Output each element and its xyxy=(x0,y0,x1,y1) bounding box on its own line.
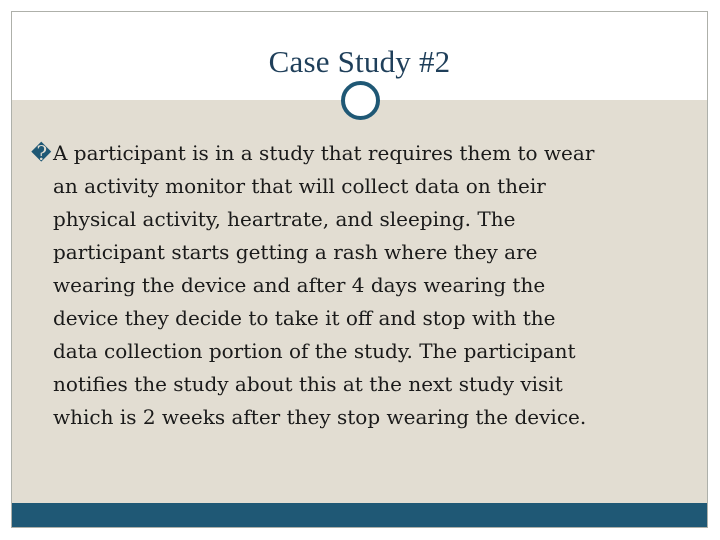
bullet-line-4: participant starts getting a rash where they are xyxy=(53,240,538,264)
page-title: Case Study #2 xyxy=(268,44,451,79)
bullet-line-5: wearing the device and after 4 days wearing the xyxy=(53,273,546,297)
bullet-line-7: data collection portion of the study. The participant xyxy=(53,339,576,363)
bullet-line-6: device they decide to take it off and stop with the xyxy=(53,306,556,330)
bullet-paragraph xyxy=(31,137,701,434)
bullet-line-8: notifies the study about this at the next study visit xyxy=(53,372,563,396)
bullet-line-3: physical activity, heartrate, and sleeping. The xyxy=(53,207,516,231)
bullet-line-9: which is 2 weeks after they stop wearing the device. xyxy=(53,405,587,429)
slide-frame xyxy=(11,11,708,528)
bullet-line-1 xyxy=(31,137,701,170)
footer-bar xyxy=(12,503,707,527)
bullet-line-2: an activity monitor that will collect data on their xyxy=(53,174,546,198)
ring-icon xyxy=(341,81,380,120)
bullet-marker-icon: � xyxy=(31,141,52,165)
bullet-line-text: A participant is in a study that requires them to wear xyxy=(53,141,595,165)
